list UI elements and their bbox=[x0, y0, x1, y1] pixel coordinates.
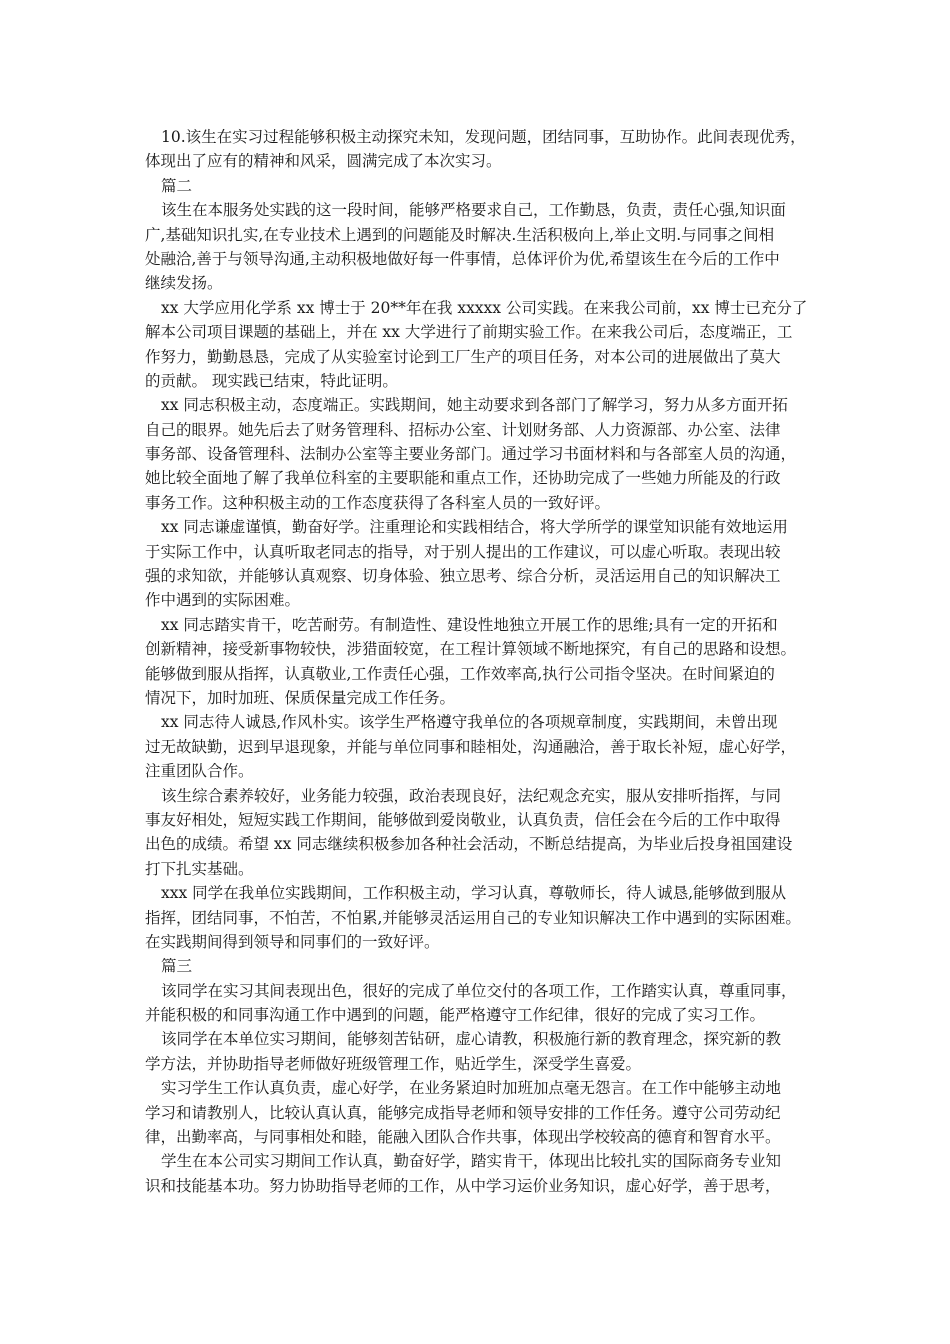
text-line: 事友好相处，短短实践工作期间，能够做到爱岗敬业，认真负责，信任会在今后的工作中取得 bbox=[145, 810, 781, 829]
text-line: 在实践期间得到领导和同事们的一致好评。 bbox=[145, 932, 440, 951]
text-line: 作努力，勤勤恳恳，完成了从实验室讨论到工厂生产的项目任务，对本公司的进展做出了莫大 bbox=[145, 347, 781, 366]
text-line: 注重团队合作。 bbox=[145, 762, 254, 781]
text-line: xx 大学应用化学系 xx 博士于 20**年在我 xxxxx 公司实践。在来我公司前，xx 博士已充分了 bbox=[161, 298, 808, 317]
text-line: xx 同志谦虚谨慎，勤奋好学。注重理论和实践相结合，将大学所学的课堂知识能有效地运用 bbox=[161, 518, 788, 537]
text-line: 强的求知欲，并能够认真观察、切身体验、独立思考、综合分析，灵活运用自己的知识解决工 bbox=[145, 567, 781, 586]
text-line: 广,基础知识扎实,在专业技术上遇到的问题能及时解决.生活积极向上,举止文明.与同事之间相 bbox=[145, 225, 775, 244]
text-line: 能够做到服从指挥，认真敬业,工作责任心强，工作效率高,执行公司指令坚决。在时间紧迫的 bbox=[145, 664, 775, 683]
text-line: 的贡献。 现实践已结束，特此证明。 bbox=[145, 371, 398, 390]
text-line: 指挥，团结同事，不怕苦，不怕累,并能够灵活运用自己的专业知识解决工作中遇到的实际困难。 bbox=[145, 908, 801, 927]
section-heading: 篇二 bbox=[161, 176, 193, 195]
text-line: 于实际工作中，认真听取老同志的指导，对于别人提出的工作建议，可以虚心听取。表现出较 bbox=[145, 542, 781, 561]
text-line: 体现出了应有的精神和风采，圆满完成了本次实习。 bbox=[145, 152, 502, 171]
text-line: 继续发扬。 bbox=[145, 274, 223, 293]
text-line: 学生在本公司实习期间工作认真，勤奋好学，踏实肯干，体现出比较扎实的国际商务专业知 bbox=[161, 1152, 782, 1171]
section-heading: 篇三 bbox=[161, 957, 193, 976]
text-line: 打下扎实基础。 bbox=[145, 859, 254, 878]
text-line: 出色的成绩。希望 xx 同志继续积极参加各种社会活动，不断总结提高，为毕业后投身祖国建设 bbox=[145, 835, 793, 854]
text-line: 过无故缺勤，迟到早退现象，并能与单位同事和睦相处，沟通融洽，善于取长补短，虚心好学， bbox=[145, 737, 797, 756]
text-line: 情况下，加时加班、保质保量完成工作任务。 bbox=[145, 688, 456, 707]
text-line: 该生在本服务处实践的这一段时间，能够严格要求自己，工作勤恳，负责，责任心强,知识面 bbox=[161, 201, 786, 220]
text-line: xx 同志踏实肯干，吃苦耐劳。有制造性、建设性地独立开展工作的思维;具有一定的开拓和 bbox=[161, 615, 778, 634]
text-line: 作中遇到的实际困难。 bbox=[145, 591, 301, 610]
text-line: 该生综合素养较好，业务能力较强，政治表现良好，法纪观念充实，服从安排听指挥，与同 bbox=[161, 786, 782, 805]
text-line: xx 同志待人诚恳,作风朴实。该学生严格遵守我单位的各项规章制度，实践期间，未曾出现 bbox=[161, 713, 778, 732]
text-line: 处融洽,善于与领导沟通,主动积极地做好每一件事情，总体评价为优,希望该生在今后的工作中 bbox=[145, 249, 780, 268]
text-line: 律，出勤率高，与同事相处和睦，能融入团队合作共事，体现出学校较高的德育和智育水平。 bbox=[145, 1128, 781, 1147]
text-line: 学习和请教别人，比较认真认真，能够完成指导老师和领导安排的工作任务。遵守公司劳动纪 bbox=[145, 1103, 781, 1122]
text-line: 并能积极的和同事沟通工作中遇到的问题，能严格遵守工作纪律，很好的完成了实习工作。 bbox=[145, 1006, 766, 1025]
text-line: 事务工作。这种积极主动的工作态度获得了各科室人员的一致好评。 bbox=[145, 493, 611, 512]
text-line: 她比较全面地了解了我单位科室的主要职能和重点工作，还协助完成了一些她力所能及的行政 bbox=[145, 469, 781, 488]
text-line: 创新精神，接受新事物较快，涉猎面较宽，在工程计算领域不断地探究，有自己的思路和设想。 bbox=[145, 640, 797, 659]
text-line: 事务部、设备管理科、法制办公室等主要业务部门。通过学习书面材料和与各部室人员的沟通， bbox=[145, 445, 797, 464]
text-line: 10.该生在实习过程能够积极主动探究未知，发现问题，团结同事，互助协作。此间表现优秀， bbox=[161, 128, 806, 146]
text-line: 该同学在实习其间表现出色，很好的完成了单位交付的各项工作，工作踏实认真，尊重同事， bbox=[161, 981, 797, 1000]
text-line: 解本公司项目课题的基础上，并在 xx 大学进行了前期实验工作。在来我公司后，态度端正，工 bbox=[145, 323, 793, 342]
text-line: xxx 同学在我单位实践期间，工作积极主动，学习认真，尊敬师长，待人诚恳,能够做到服从 bbox=[161, 884, 787, 903]
text-line: 识和技能基本功。努力协助指导老师的工作，从中学习运价业务知识，虚心好学，善于思考， bbox=[145, 1176, 781, 1195]
text-line: xx 同志积极主动，态度端正。实践期间，她主动要求到各部门了解学习，努力从多方面开拓 bbox=[161, 396, 788, 415]
document-body bbox=[145, 125, 825, 1198]
text-line: 学方法，并协助指导老师做好班级管理工作，贴近学生，深受学生喜爱。 bbox=[145, 1054, 642, 1073]
text-line: 该同学在本单位实习期间，能够刻苦钻研，虚心请教，积极施行新的教育理念，探究新的教 bbox=[161, 1030, 782, 1049]
text-line: 自己的眼界。她先后去了财务管理科、招标办公室、计划财务部、人力资源部、办公室、法律 bbox=[145, 420, 781, 439]
text-line: 实习学生工作认真负责，虚心好学，在业务紧迫时加班加点毫无怨言。在工作中能够主动地 bbox=[161, 1079, 782, 1098]
